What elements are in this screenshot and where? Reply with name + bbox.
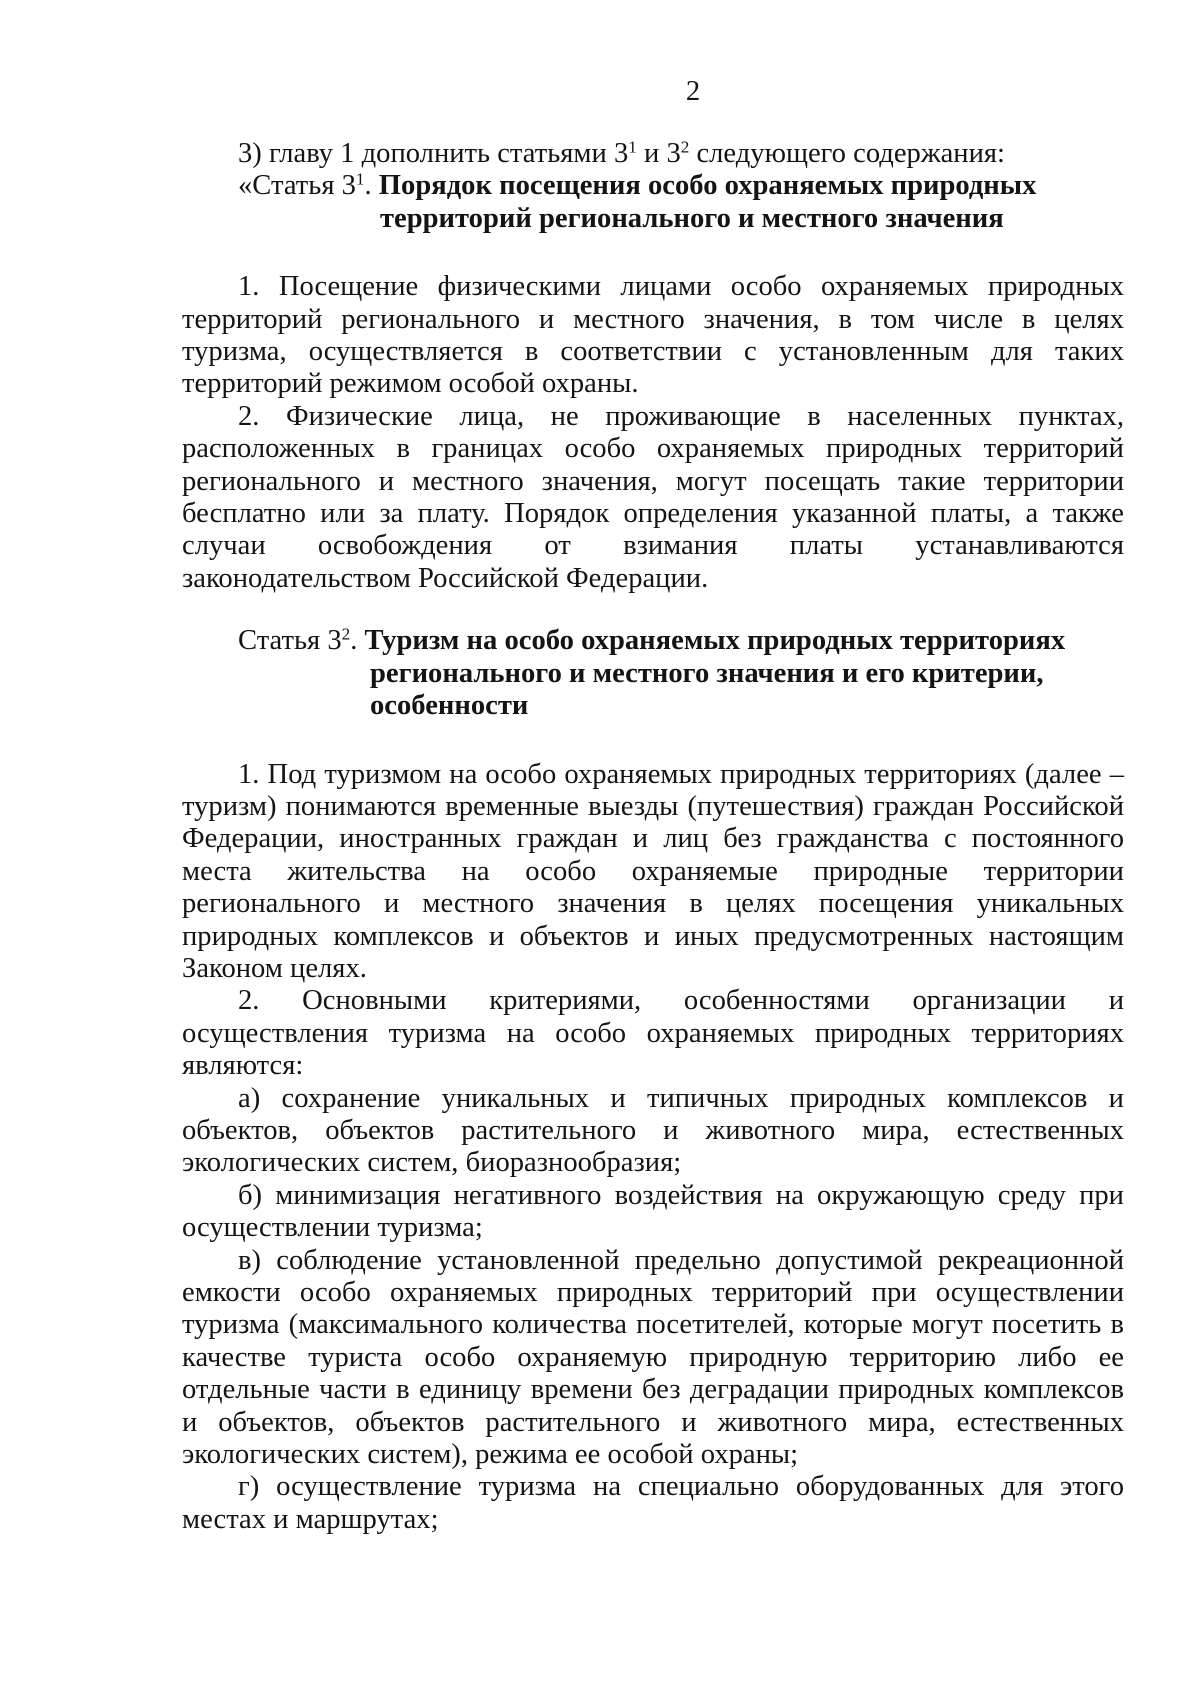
article-1-paragraph-1: 1. Посещение физическими лицами особо охраняемых природных территорий регионального и местного значения, в том числе в целях туризма, осуществляется в соответствии с установленным для таких территорий режимом особой охраны. <box>182 271 1124 400</box>
article-2-heading <box>182 625 1124 722</box>
article-2-prefix: Статья 3 <box>238 625 342 657</box>
intro-sup-2: 2 <box>680 137 690 157</box>
intro-sup-1: 1 <box>628 137 637 157</box>
article-2-title-line-1: Туризм на особо охраняемых природных территориях <box>364 625 1066 657</box>
article-1-heading <box>182 170 1124 235</box>
article-1-sup: 1 <box>355 169 365 189</box>
article-2-title-line-3: особенности <box>370 690 529 722</box>
article-1-title-line-1: Порядок посещения особо охраняемых природных <box>378 170 1037 202</box>
article-2-item-b: б) минимизация негативного воздействия на окружающую среду при осуществлении туризма; <box>182 1179 1124 1244</box>
article-1-heading-first-line <box>182 170 1036 201</box>
article-2-sup: 2 <box>341 624 351 644</box>
intro-text-mid: и 3 <box>636 138 681 169</box>
document-page <box>182 70 1124 1536</box>
article-2-dot: . <box>350 625 365 657</box>
article-2-title-line-2: регионального и местного значения и его критерии, <box>370 657 1044 689</box>
article-2-heading-first-line <box>182 625 1065 656</box>
intro-text-post: следующего содержания: <box>689 138 1005 169</box>
page-number: 2 <box>685 76 701 107</box>
article-2-item-v: в) соблюдение установленной предельно допустимой рекреационной емкости особо охраняемых природных территорий при осуществлении туризма (максимального количества посетителей, которые могут посетить в качестве туриста особо охраняемую природную территорию либо ее отдельные части в единицу времени без деградации природных комплексов и объектов, объектов растительного и животного мира, естественных экологических систем), режима ее особой охраны; <box>182 1244 1124 1471</box>
article-2-item-a: а) сохранение уникальных и типичных природных комплексов и объектов, объектов растительного и животного мира, естественных экологических систем, биоразнообразия; <box>182 1082 1124 1179</box>
intro-text-pre: 3) главу 1 дополнить статьями 3 <box>238 138 629 169</box>
article-1-title-line-2: территорий регионального и местного значения <box>380 202 1004 234</box>
article-2-paragraph-1: 1. Под туризмом на особо охраняемых природных территориях (далее – туризм) понимаются временные выезды (путешествия) граждан Российской Федерации, иностранных граждан и лиц без гражданства с постоянного места жительства на особо охраняемые природные территории регионального и местного значения в целях посещения уникальных природных комплексов и объектов и иных предусмотренных настоящим Законом целях. <box>182 758 1124 984</box>
article-2-paragraph-2: 2. Основными критериями, особенностями организации и осуществления туризма на особо охраняемых природных территориях являются: <box>182 985 1124 1082</box>
article-2-item-g: г) осуществление туризма на специально оборудованных для этого местах и маршрутах; <box>182 1471 1124 1535</box>
article-1-prefix: «Статья 3 <box>238 170 356 202</box>
article-1-paragraph-2: 2. Физические лица, не проживающие в населенных пунктах, расположенных в границах особо охраняемых природных территорий регионального и местного значения, могут посещать такие территории бесплатно или за плату. Порядок определения указанной платы, а также случаи освобождения от взимания платы устанавливаются законодательством Российской Федерации. <box>182 400 1124 594</box>
intro-line <box>182 138 1124 170</box>
article-1-dot: . <box>364 170 379 202</box>
